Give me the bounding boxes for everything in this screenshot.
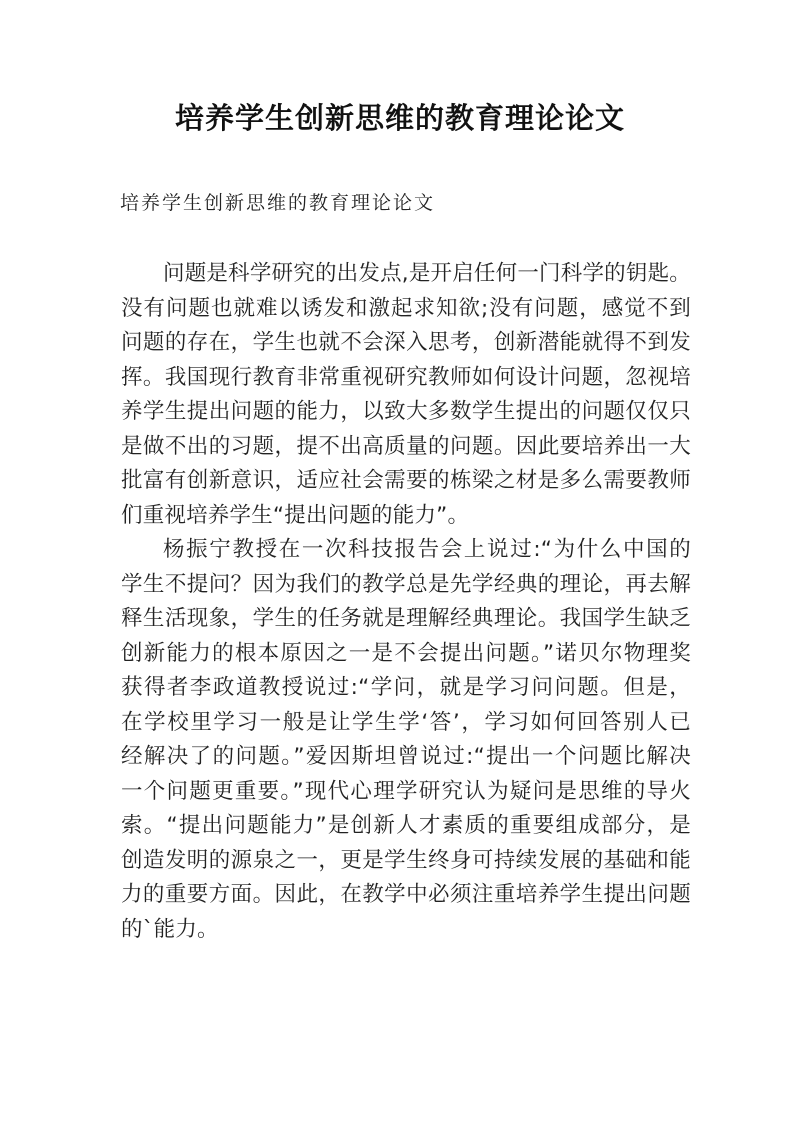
- paragraph-2: [121, 533, 691, 947]
- document-subtitle: 培养学生创新思维的教育理论论文: [120, 192, 436, 214]
- document-title: 培养学生创新思维的教育理论论文: [174, 101, 625, 135]
- paragraph-line: 经解决了的问题。”爱因斯坦曾说过:“提出一个问题比解决: [121, 744, 691, 769]
- paragraph-line: 力的重要方面。因此，在教学中必须注重培养学生提出问题: [121, 882, 691, 907]
- paragraph-line: 问题的存在，学生也就不会深入思考，创新潜能就得不到发: [121, 330, 691, 355]
- paragraph-line: 获得者李政道教授说过:“学问，就是学习问问题。但是，: [121, 675, 691, 700]
- paragraph-line: 释生活现象，学生的任务就是理解经典理论。我国学生缺乏: [121, 606, 691, 631]
- paragraph-1: [121, 257, 691, 533]
- paragraph-line: 们重视培养学生“提出问题的能力”。: [121, 502, 470, 528]
- paragraph-line: 索。“提出问题能力”是创新人才素质的重要组成部分，是: [121, 813, 691, 838]
- paragraph-line: 没有问题也就难以诱发和激起求知欲;没有问题，感觉不到: [121, 295, 691, 321]
- paragraph-line: 问题是科学研究的出发点,是开启任何一门科学的钥匙。: [163, 261, 691, 286]
- paragraph-line: 一个问题更重要。”现代心理学研究认为疑问是思维的导火: [121, 778, 691, 804]
- paragraph-line: 创新能力的根本原因之一是不会提出问题。”诺贝尔物理奖: [121, 640, 691, 666]
- document-body: [121, 257, 691, 947]
- paragraph-line: 批富有创新意识，适应社会需要的栋梁之材是多么需要教师: [121, 468, 691, 493]
- paragraph-line: 的`能力。: [121, 916, 219, 942]
- paragraph-line: 创造发明的源泉之一，更是学生终身可持续发展的基础和能: [121, 847, 691, 873]
- paragraph-line: 养学生提出问题的能力，以致大多数学生提出的问题仅仅只: [121, 399, 691, 424]
- paragraph-line: 学生不提问？因为我们的教学总是先学经典的理论，再去解: [121, 571, 691, 597]
- paragraph-line: 是做不出的习题，提不出高质量的问题。因此要培养出一大: [121, 433, 691, 459]
- paragraph-line: 在学校里学习一般是让学生学‘答’，学习如何回答别人已: [121, 709, 691, 735]
- paragraph-line: 挥。我国现行教育非常重视研究教师如何设计问题，忽视培: [121, 364, 691, 390]
- paragraph-line: 杨振宁教授在一次科技报告会上说过:“为什么中国的: [163, 537, 691, 562]
